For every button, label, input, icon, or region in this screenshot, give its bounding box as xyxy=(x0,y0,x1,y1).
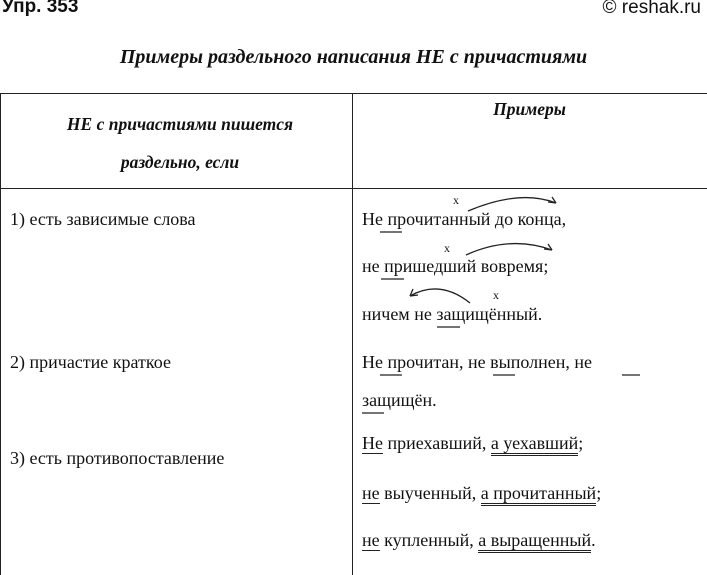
mark-x-2: х xyxy=(444,241,450,255)
mark-x-3: х xyxy=(493,288,499,302)
example-mid: купленный, xyxy=(379,530,479,550)
condition-short-participle: 2) причастие краткое xyxy=(10,352,171,372)
example-3-2 xyxy=(362,483,601,504)
example-end: ; xyxy=(578,433,584,453)
example-3-3 xyxy=(362,530,596,551)
example-end: . xyxy=(591,530,596,550)
contrast-phrase: а выращенный xyxy=(478,530,591,553)
condition-contrast: 3) есть противопоставление xyxy=(10,448,225,468)
example-3-1 xyxy=(362,433,583,454)
condition-dependent-words: 1) есть зависимые слова xyxy=(10,209,196,229)
example-rest: пришедший вовремя; xyxy=(379,256,549,276)
particle-ne: Не xyxy=(362,209,383,229)
contrast-phrase: а прочитанный xyxy=(481,483,596,506)
page-title: Примеры раздельного написания НЕ с причастиями xyxy=(119,46,588,68)
example-mid: выученный, xyxy=(379,483,481,503)
example-mid: приехавший, xyxy=(383,433,491,453)
example-2-2: защищён. xyxy=(362,390,437,410)
particle-ne: Не xyxy=(362,433,383,453)
example-2-1: Не прочитан, не выполнен, не xyxy=(362,352,593,372)
example-end: ; xyxy=(596,483,602,503)
contrast-phrase: а уехавший xyxy=(491,433,578,456)
example-pre: ничем xyxy=(362,304,415,324)
example-1-2 xyxy=(362,256,548,277)
particle-ne: не xyxy=(414,304,432,324)
particle-ne: не xyxy=(362,256,380,276)
particle-ne: не xyxy=(362,483,380,503)
example-rest: защищённый. xyxy=(431,304,543,324)
example-1-3 xyxy=(362,304,542,325)
source-label: © reshak.ru xyxy=(602,0,701,18)
header-condition-line1: НЕ с причастиями пишется xyxy=(66,114,294,134)
mark-x-1: х xyxy=(453,193,459,207)
particle-ne: не xyxy=(362,530,380,550)
header-examples: Примеры xyxy=(493,99,566,119)
rules-table xyxy=(0,93,707,575)
exercise-number: Упр. 353 xyxy=(2,0,79,17)
example-rest: прочитанный до конца, xyxy=(383,209,567,229)
header-condition-line2: раздельно, если xyxy=(120,152,240,172)
